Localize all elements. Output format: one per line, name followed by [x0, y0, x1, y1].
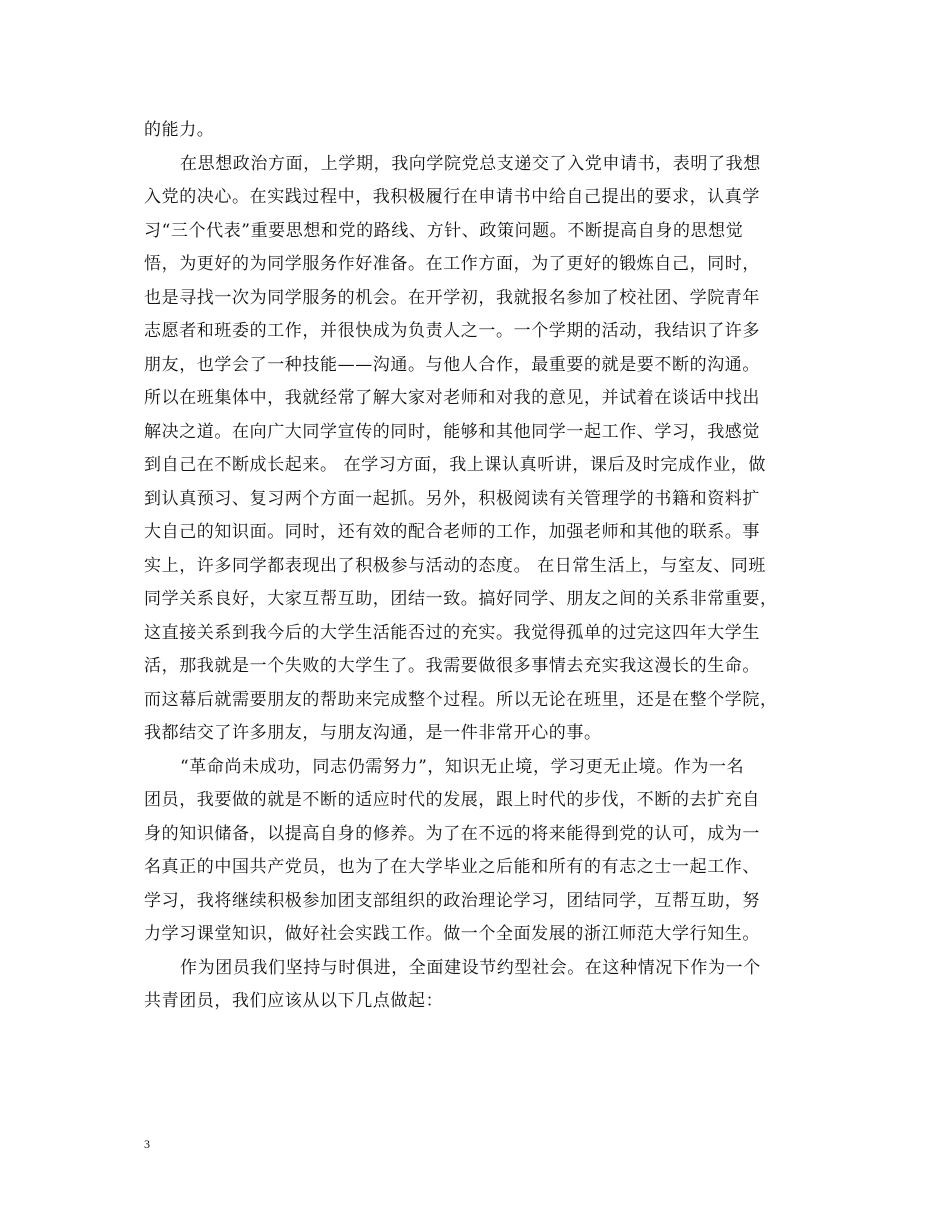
text-line: 解决之道。在向广大同学宣传的同时，能够和其他同学一起工作、学习，我感觉	[144, 421, 760, 442]
text-line: 实上，许多同学都表现出了积极参与活动的态度。 在日常生活上，与室友、同班	[144, 555, 767, 576]
text-line: 共青团员，我们应该从以下几点做起：	[144, 991, 444, 1011]
text-line: 我都结交了许多朋友，与朋友沟通，是一件非常开心的事。	[144, 723, 602, 743]
text-line: 力学习课堂知识，做好社会实践工作。做一个全面发展的浙江师范大学行知生。	[144, 924, 760, 944]
text-line: 到自己在不断成长起来。 在学习方面，我上课认真听讲，课后及时完成作业，做	[144, 455, 767, 475]
text-line: 朋友，也学会了一种技能——沟通。与他人合作，最重要的就是要不断的沟通。	[144, 354, 760, 375]
paragraph-start-line: “革命尚未成功，同志仍需努力”，知识无止境，学习更无止境。作为一名	[180, 756, 745, 777]
text-line: 的能力。	[144, 120, 215, 140]
text-line: 习“三个代表”重要思想和党的路线、方针、政策问题。不断提高自身的思想觉	[144, 220, 744, 241]
text-line: 而这幕后就需要朋友的帮助来完成整个过程。所以无论在班里，还是在整个学院，	[144, 689, 778, 710]
text-line: 学习，我将继续积极参加团支部组织的政治理论学习，团结同学，互帮互助，努	[144, 890, 760, 911]
paragraph-start-line: 作为团员我们坚持与时俱进，全面建设节约型社会。在这种情况下作为一个	[180, 957, 761, 978]
text-line: 活，那我就是一个失败的大学生了。我需要做很多事情去充实我这漫长的生命。	[144, 656, 760, 676]
text-line: 身的知识储备，以提高自身的修养。为了在不远的将来能得到党的认可，成为一	[144, 823, 760, 844]
text-line: 也是寻找一次为同学服务的机会。在开学初，我就报名参加了校社团、学院青年	[144, 287, 760, 308]
paragraph-start-line: 在思想政治方面，上学期，我向学院党总支递交了入党申请书，表明了我想	[180, 153, 761, 174]
text-line: 所以在班集体中，我就经常了解大家对老师和对我的意见，并试着在谈话中找出	[144, 388, 760, 408]
text-line: 名真正的中国共产党员，也为了在大学毕业之后能和所有的有志之士一起工作、	[144, 857, 760, 877]
text-line: 这直接关系到我今后的大学生活能否过的充实。我觉得孤单的过完这四年大学生	[144, 622, 760, 643]
text-line: 大自己的知识面。同时，还有效的配合老师的工作，加强老师和其他的联系。事	[144, 522, 760, 542]
document-body	[144, 114, 844, 1019]
text-line: 同学关系良好，大家互帮互助，团结一致。搞好同学、朋友之间的关系非常重要，	[144, 589, 778, 609]
text-line: 悟，为更好的为同学服务作好准备。在工作方面，为了更好的锻炼自己，同时，	[144, 254, 760, 274]
text-line: 志愿者和班委的工作，并很快成为负责人之一。一个学期的活动，我结识了许多	[144, 321, 760, 341]
text-line: 团员，我要做的就是不断的适应时代的发展，跟上时代的步伐，不断的去扩充自	[144, 790, 760, 810]
text-line: 到认真预习、复习两个方面一起抓。另外，积极阅读有关管理学的书籍和资料扩	[144, 488, 760, 509]
page-number: 3	[144, 1137, 150, 1151]
text-line: 入党的决心。在实践过程中，我积极履行在申请书中给自己提出的要求，认真学	[144, 187, 760, 207]
